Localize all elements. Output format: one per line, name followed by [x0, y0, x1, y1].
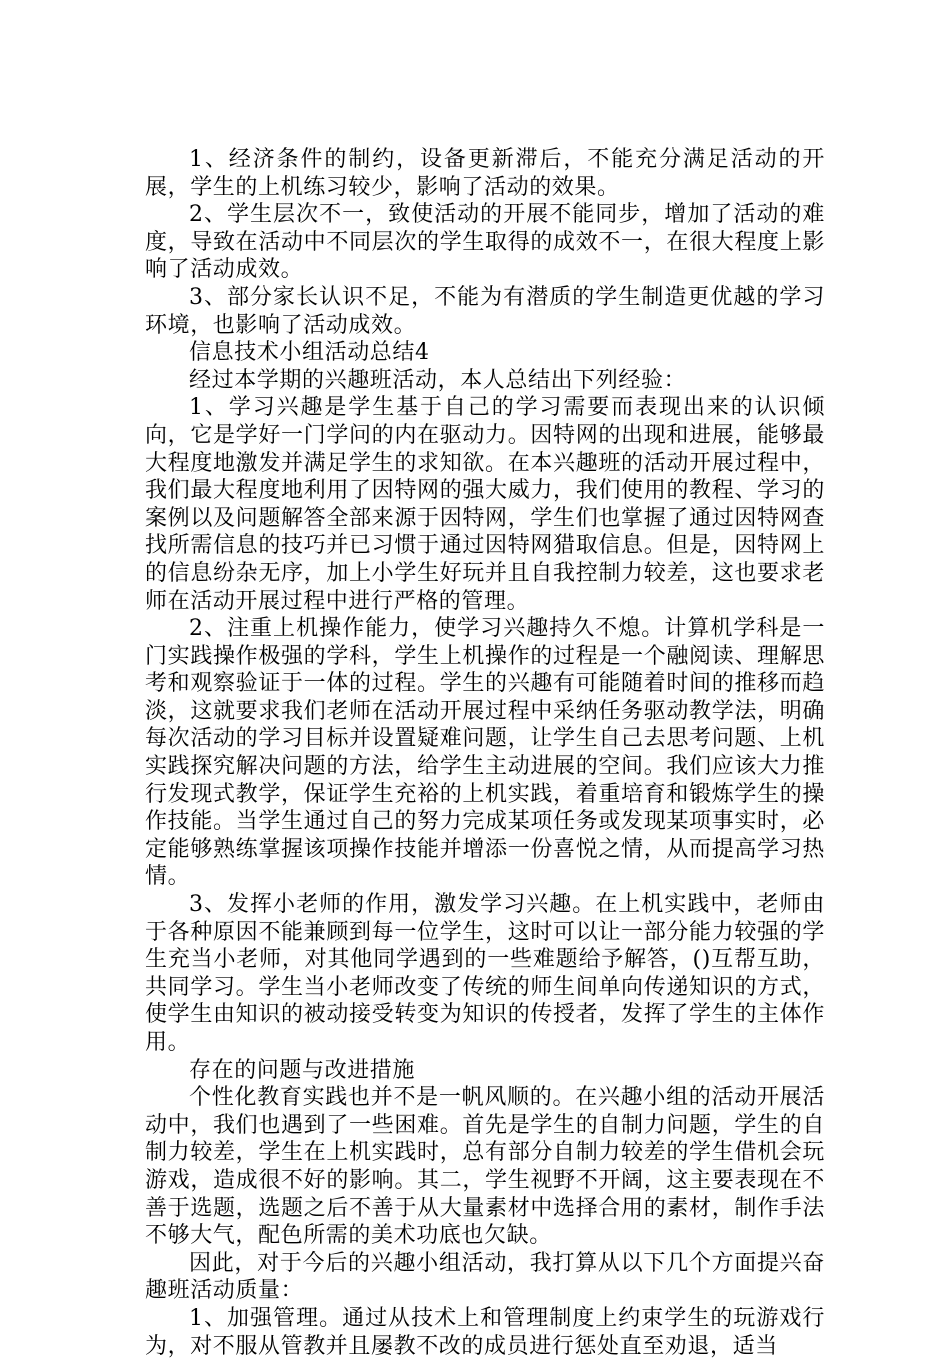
- section-title: 信息技术小组活动总结4: [189, 340, 430, 366]
- paragraph-measure-1: 1、加强管理。通过从技术上和管理制度上约束学生的玩游戏行为，对不服从管教并且屡教不改的成员进行惩处直至劝退，适当: [145, 1305, 825, 1359]
- subsection-title: 存在的问题与改进措施: [189, 1057, 416, 1083]
- paragraph-1: 1、经济条件的制约，设备更新滞后，不能充分满足活动的开展，学生的上机练习较少，影响了活动的效果。: [145, 147, 825, 200]
- document-page: [145, 146, 825, 1360]
- paragraph-point-2: 2、注重上机操作能力，使学习兴趣持久不熄。计算机学科是一门实践操作极强的学科，学生上机操作的过程是一个融阅读、理解思考和观察验证于一体的过程。学生的兴趣有可能随着时间的推移而趋淡，这就要求我们老师在活动开展过程中采纳任务驱动教学法，明确每次活动的学习目标并设置疑难问题，让学生自己去思考问题、上机实践探究解决问题的方法，给学生主动进展的空间。我们应该大力推行发现式教学，保证学生充裕的上机实践，着重培育和锻炼学生的操作技能。当学生通过自己的努力完成某项任务或发现某项事实时，必定能够熟练掌握该项操作技能并增添一份喜悦之情，从而提高学习热情。: [145, 616, 825, 890]
- paragraph-2: 2、学生层次不一，致使活动的开展不能同步，增加了活动的难度，导致在活动中不同层次的学生取得的成效不一，在很大程度上影响了活动成效。: [145, 202, 825, 283]
- paragraph-3: 3、部分家长认识不足，不能为有潜质的学生制造更优越的学习环境，也影响了活动成效。: [145, 284, 825, 338]
- paragraph-plan: 因此，对于今后的兴趣小组活动，我打算从以下几个方面提兴奋趣班活动质量：: [145, 1250, 825, 1304]
- paragraph-point-1: 1、学习兴趣是学生基于自己的学习需要而表现出来的认识倾向，它是学好一门学问的内在驱动力。因特网的出现和进展，能够最大程度地激发并满足学生的求知欲。在本兴趣班的活动开展过程中，我们最大程度地利用了因特网的强大威力，我们使用的教程、学习的案例以及问题解答全部来源于因特网，学生们也掌握了通过因特网查找所需信息的技巧并已习惯于通过因特网猎取信息。但是，因特网上的信息纷杂无序，加上小学生好玩并且自我控制力较差，这也要求老师在活动开展过程中进行严格的管理。: [145, 395, 825, 614]
- paragraph-point-3: 3、发挥小老师的作用，激发学习兴趣。在上机实践中，老师由于各种原因不能兼顾到每一位学生，这时可以让一部分能力较强的学生充当小老师，对其他同学遇到的一些难题给予解答，()互帮互助，共同学习。学生当小老师改变了传统的师生间单向传递知识的方式，使学生由知识的被动接受转变为知识的传授者，发挥了学生的主体作用。: [145, 892, 825, 1055]
- paragraph-problems: 个性化教育实践也并不是一帆风顺的。在兴趣小组的活动开展活动中，我们也遇到了一些困难。首先是学生的自制力问题，学生的自制力较差，学生在上机实践时，总有部分自制力较差的学生借机会玩游戏，造成很不好的影响。其二，学生视野不开阔，这主要表现在不善于选题，选题之后不善于从大量素材中选择合用的素材，制作手法不够大气，配色所需的美术功底也欠缺。: [145, 1085, 825, 1249]
- paragraph-intro: 经过本学期的兴趣班活动，本人总结出下列经验：: [189, 367, 687, 393]
